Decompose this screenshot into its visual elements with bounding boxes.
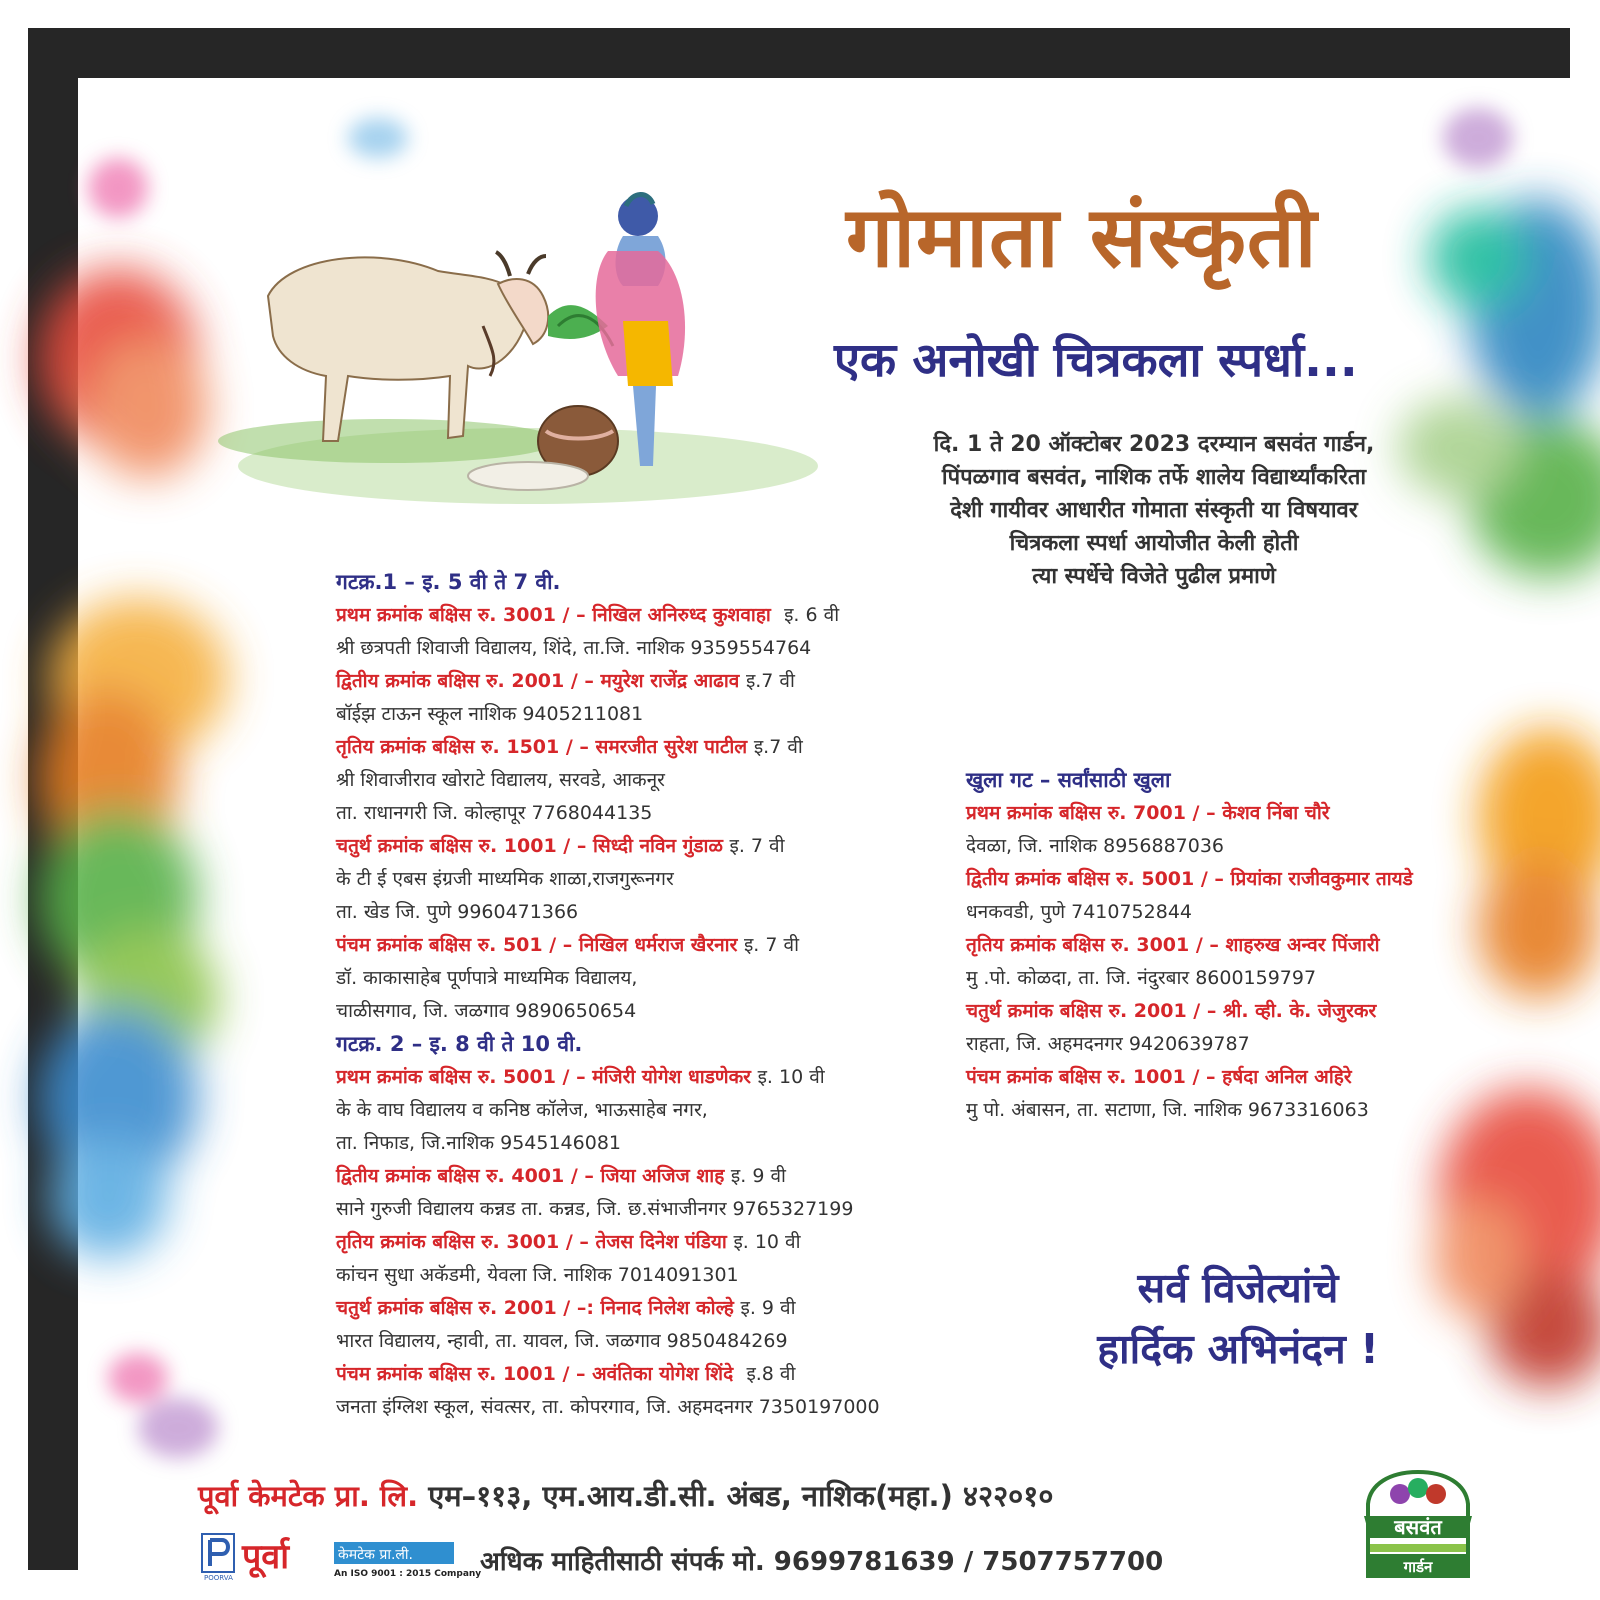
poorva-chemtech-label: केमटेक प्रा.ली. [338,1547,413,1563]
winners-groups-school [336,566,880,1424]
class-label: इ. 10 वी [733,1231,801,1253]
prize-line: पंचम क्रमांक बक्षिस रु. 501 / – निखिल धर्मराज खैरनार [336,934,738,956]
address-line: के के वाघ विद्यालय व कनिष्ठ कॉलेज, भाऊसाहेब नगर, [336,1099,708,1121]
intro-line: त्या स्पर्धेचे विजेते पुढील प्रमाणे [1032,564,1276,589]
prize-line: तृतिय क्रमांक बक्षिस रु. 3001 / – तेजस दिनेश पंडिया [336,1231,727,1253]
winners-group-open [966,764,1413,1127]
congrats-line-1: सर्व विजेत्यांचे [1137,1264,1339,1312]
company-address: एम–११३, एम.आय.डी.सी. अंबड, नाशिक(महा.) ४२२०१० [418,1479,1054,1513]
class-label: इ. 7 वी [743,934,799,956]
address-line: ता. निफाड, जि.नाशिक 9545146081 [336,1132,621,1154]
class-label: इ. 7 वी [729,835,785,857]
address-line: साने गुरुजी विद्यालय कन्नड ता. कन्नड, जि. छ.संभाजीनगर 9765327199 [336,1198,854,1220]
address-line: चाळीसगाव, जि. जळगाव 9890650654 [336,1000,637,1022]
group2-entry-1 [336,1061,880,1160]
open-entry-2 [966,863,1413,929]
group2-entry-4 [336,1292,880,1358]
address-line: श्री शिवाजीराव खोराटे विद्यालय, सरवडे, आकनूर [336,769,665,791]
poorva-chemtech-logo [200,1530,482,1582]
group1-entry-4 [336,830,880,929]
group1-entry-3 [336,731,880,830]
poorva-iso-label: An ISO 9001 : 2015 Company [334,1569,482,1579]
address-line: ता. राधानगरी जि. कोल्हापूर 7768044135 [336,802,653,824]
open-entry-3 [966,929,1413,995]
group1-entry-5 [336,929,880,1028]
address-line: डॉ. काकासाहेब पूर्णपात्रे माध्यमिक विद्यालय, [336,967,638,989]
class-label: इ.8 वी [746,1363,796,1385]
company-name: पूर्वा केमटेक प्रा. लि. [198,1479,419,1513]
class-label: इ. 6 वी [784,604,840,626]
prize-line: चतुर्थ क्रमांक बक्षिस रु. 1001 / – सिध्दी नविन गुंडाळ [336,835,723,857]
group1-entry-2 [336,665,880,731]
address-line: धनकवडी, पुणे 7410752844 [966,901,1193,923]
intro-line: पिंपळगाव बसवंत, नाशिक तर्फे शालेय विद्यार्थ्यांकरिता [941,465,1367,490]
class-label: इ. 10 वी [757,1066,825,1088]
address-line: मु .पो. कोळदा, ता. जि. नंदुरबार 8600159797 [966,967,1317,989]
prize-line: प्रथम क्रमांक बक्षिस रु. 7001 / – केशव निंबा चौरे [966,802,1330,824]
contact-line: अधिक माहितीसाठी संपर्क मो. 9699781639 / 7507757700 [480,1547,1164,1577]
poster [78,78,1576,1582]
prize-line: द्वितीय क्रमांक बक्षिस रु. 2001 / – मयुरेश राजेंद्र आढाव [336,670,740,692]
basvant-wordmark: बसवंत [1394,1515,1442,1539]
poster-frame [28,28,1570,1582]
open-entry-5 [966,1061,1413,1127]
prize-line: पंचम क्रमांक बक्षिस रु. 1001 / – अवंतिका योगेश शिंदे [336,1363,734,1385]
prize-line: चतुर्थ क्रमांक बक्षिस रु. 2001 / –: निनाद निलेश कोल्हे [336,1297,734,1319]
open-group-heading: खुला गट – सर्वांसाठी खुला [966,768,1171,792]
open-entry-4 [966,995,1413,1061]
congratulations-message [1048,1258,1428,1380]
group2-heading: गटक्र. 2 – इ. 8 वी ते 10 वी. [336,1032,583,1056]
address-line: भारत विद्यालय, न्हावी, ता. यावल, जि. जळगाव 9850484269 [336,1330,788,1352]
poster-title: गोमाता संस्कृती [846,188,1318,286]
address-line: ता. खेड जि. पुणे 9960471366 [336,901,579,923]
prize-line: द्वितीय क्रमांक बक्षिस रु. 4001 / – जिया अजिज शाह [336,1165,725,1187]
cow-krishna-illustration [228,176,828,516]
class-label: इ.7 वी [753,736,803,758]
intro-line: चित्रकला स्पर्धा आयोजीत केली होती [1009,531,1299,556]
address-line: मु पो. अंबासन, ता. सटाणा, जि. नाशिक 9673316063 [966,1099,1369,1121]
group2-entry-3 [336,1226,880,1292]
poorva-wordmark: पूर्वा [242,1537,290,1577]
congrats-line-2: हार्दिक अभिनंदन ! [1097,1325,1379,1373]
prize-line: प्रथम क्रमांक बक्षिस रु. 3001 / – निखिल अनिरुध्द कुशवाहा [336,604,771,626]
class-label: इ. 9 वी [740,1297,796,1319]
address-line: श्री छत्रपती शिवाजी विद्यालय, शिंदे, ता.जि. नाशिक 9359554764 [336,637,812,659]
class-label: इ.7 वी [745,670,795,692]
address-line: बॉईझ टाऊन स्कूल नाशिक 9405211081 [336,703,644,725]
company-address-line [198,1476,1053,1515]
open-entry-1 [966,797,1413,863]
address-line: देवळा, जि. नाशिक 8956887036 [966,835,1225,857]
address-line: जनता इंग्लिश स्कूल, संवत्सर, ता. कोपरगाव, जि. अहमदनगर 7350197000 [336,1396,880,1418]
group1-entry-1 [336,599,880,665]
poster-subtitle: एक अनोखी चित्रकला स्पर्धा... [834,333,1358,388]
prize-line: प्रथम क्रमांक बक्षिस रु. 5001 / – मंजिरी योगेश धाडणेकर [336,1066,751,1088]
intro-paragraph [864,428,1444,593]
address-line: के टी ई एबस इंग्रजी माध्यमिक शाळा,राजगुरूनगर [336,868,674,890]
prize-line: चतुर्थ क्रमांक बक्षिस रु. 2001 / – श्री. व्ही. के. जेजुरकर [966,1000,1377,1022]
group1-heading: गटक्र.1 – इ. 5 वी ते 7 वी. [336,570,561,594]
prize-line: तृतिय क्रमांक बक्षिस रु. 1501 / – समरजीत सुरेश पाटील [336,736,748,758]
group2-entry-2 [336,1160,880,1226]
garden-label: गार्डन [1403,1558,1433,1576]
prize-line: द्वितीय क्रमांक बक्षिस रु. 5001 / – प्रियांका राजीवकुमार तायडे [966,868,1413,890]
prize-line: तृतिय क्रमांक बक्षिस रु. 3001 / – शाहरुख अन्वर पिंजारी [966,934,1380,956]
intro-line: देशी गायीवर आधारीत गोमाता संस्कृती या विषयावर [950,498,1358,523]
group2-entry-5 [336,1358,880,1424]
class-label: इ. 9 वी [730,1165,786,1187]
poorva-small-label: POORVA [204,1574,233,1582]
basvant-garden-logo [1360,1464,1476,1582]
address-line: राहता, जि. अहमदनगर 9420639787 [966,1033,1250,1055]
prize-line: पंचम क्रमांक बक्षिस रु. 1001 / – हर्षदा अनिल अहिरे [966,1066,1352,1088]
intro-line: दि. 1 ते 20 ऑक्टोबर 2023 दरम्यान बसवंत गार्डन, [933,432,1375,457]
address-line: कांचन सुधा अकॅडमी, येवला जि. नाशिक 7014091301 [336,1264,739,1286]
